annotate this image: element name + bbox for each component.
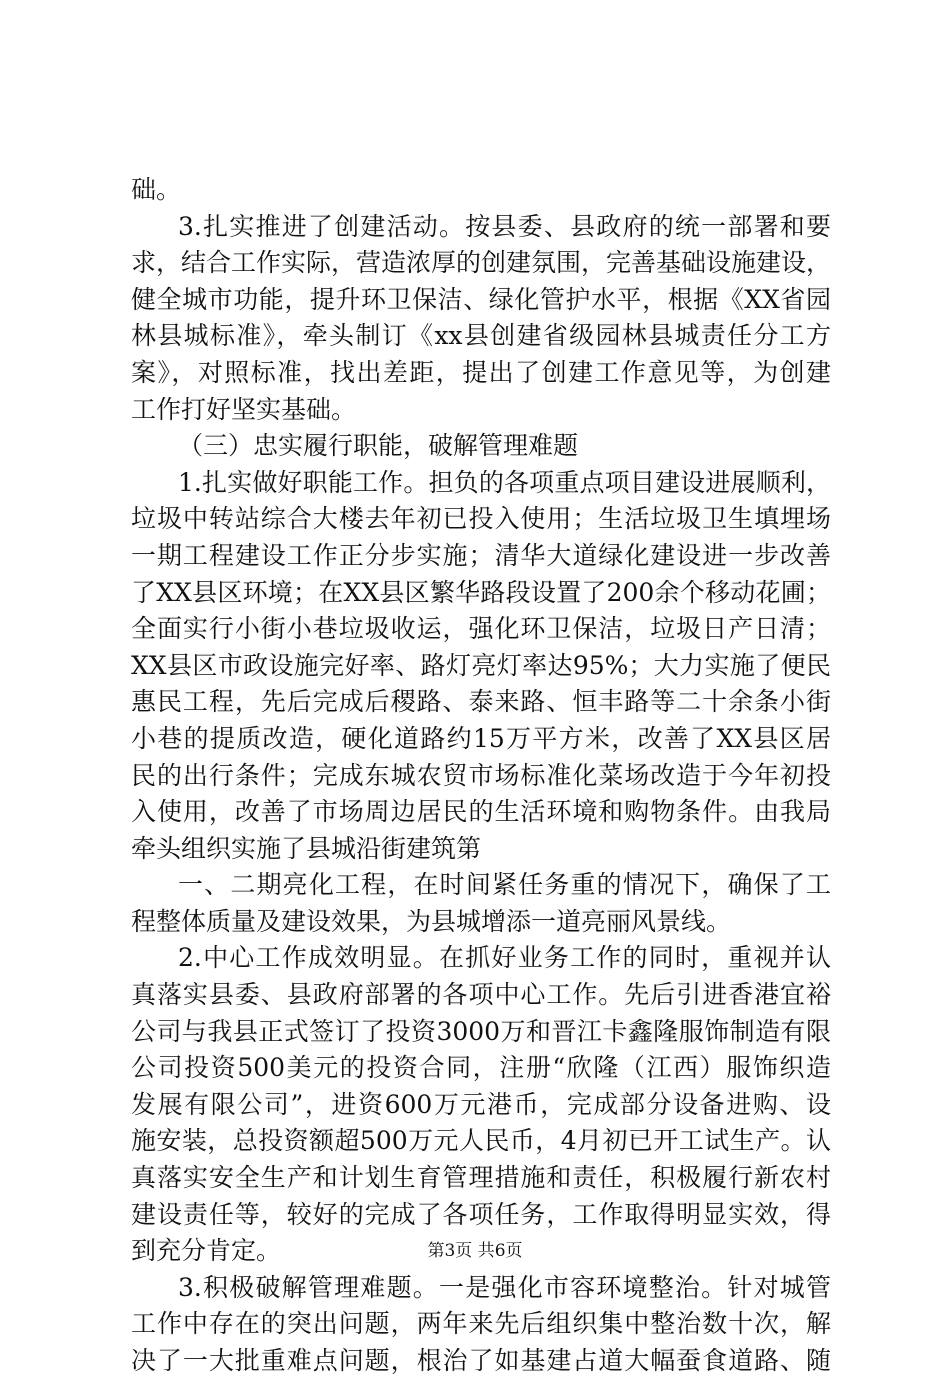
text-line: 程整体质量及建设效果，为县城增添一道亮丽风景线。 [131,906,732,936]
text-line: 全面实行小街小巷垃圾收运，强化环卫保洁，垃圾日产日清； [131,614,831,644]
text-line: 真落实安全生产和计划生育管理措施和责任，积极履行新农村 [131,1163,831,1193]
text-line: 础。 [131,175,182,204]
text-line: 3.积极破解管理难题。一是强化市容环境整治。针对城管 [178,1272,831,1302]
text-line: 林县城标准》，牵头制订《xx县创建省级园林县城责任分工方 [131,321,831,351]
text-line: 惠民工程，先后完成后稷路、泰来路、恒丰路等二十余条小街 [131,687,831,717]
text-line: XX县区市政设施完好率、路灯亮灯率达95%；大力实施了便民 [131,650,831,680]
text-line: 真落实县委、县政府部署的各项中心工作。先后引进香港宜裕 [131,980,831,1010]
text-line: 垃圾中转站综合大楼去年初已投入使用；生活垃圾卫生填埋场 [131,504,831,534]
text-line: （三）忠实履行职能，破解管理难题 [178,431,579,461]
text-line: 求，结合工作实际，营造浓厚的创建氛围，完善基础设施建设， [131,248,831,278]
text-line: 1.扎实做好职能工作。担负的各项重点项目建设进展顺利， [178,467,831,497]
text-line: 一期工程建设工作正分步实施；清华大道绿化建设进一步改善 [131,540,831,570]
text-line: 公司与我县正式签订了投资3000万和晋江卡鑫隆服饰制造有限 [131,1016,831,1046]
text-line: 了XX县区环境；在XX县区繁华路段设置了200余个移动花圃； [131,577,831,607]
text-line: 决了一大批重难点问题，根治了如基建占道大幅蚕食道路、随 [131,1346,831,1375]
document-body [131,172,831,1380]
text-line: 入使用，改善了市场周边居民的生活环境和购物条件。由我局 [131,797,831,827]
text-line: 2.中心工作成效明显。在抓好业务工作的同时，重视并认 [178,943,831,973]
page-footer: 第3页 共6页 [427,1241,523,1261]
text-line: 牵头组织实施了县城沿街建筑第 [131,833,482,863]
text-line: 工作中存在的突出问题，两年来先后组织集中整治数十次，解 [131,1309,831,1339]
text-line: 到充分肯定。 [131,1236,282,1266]
text-line: 案》，对照标准，找出差距，提出了创建工作意见等，为创建 [131,357,831,387]
text-line: 公司投资500美元的投资合同，注册“欣隆（江西）服饰织造 [131,1053,831,1083]
text-line: 工作打好坚实基础。 [131,394,357,424]
text-line: 施安装，总投资额超500万元人民币，4月初已开工试生产。认 [131,1126,831,1156]
text-line: 发展有限公司”，进资600万元港币，完成部分设备进购、设 [131,1089,831,1119]
text-line: 建设责任等，较好的完成了各项任务，工作取得明显实效，得 [131,1199,831,1229]
text-line: 小巷的提质改造，硬化道路约15万平方米，改善了XX县区居 [131,723,831,753]
text-line: 3.扎实推进了创建活动。按县委、县政府的统一部署和要 [178,211,831,241]
text-line: 一、二期亮化工程，在时间紧任务重的情况下，确保了工 [178,870,831,900]
text-line: 民的出行条件；完成东城农贸市场标准化菜场改造于今年初投 [131,760,831,790]
text-line: 健全城市功能，提升环卫保洁、绿化管护水平，根据《XX省园 [131,284,831,314]
